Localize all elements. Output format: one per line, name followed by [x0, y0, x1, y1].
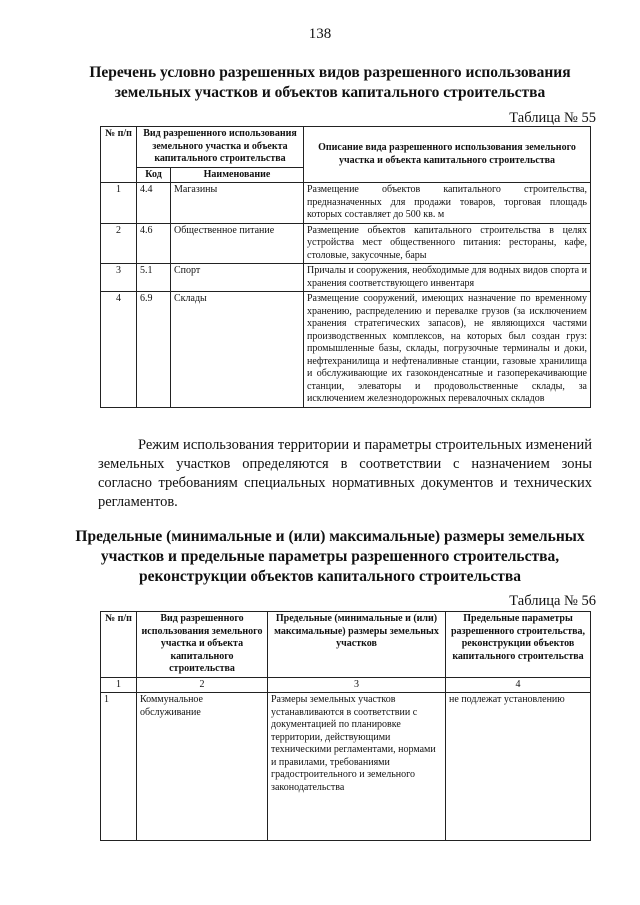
section-1-title: Перечень условно разрешенных видов разрешенного использования земельных участков и объектов капитального строительства	[89, 64, 571, 101]
index-cell: 2	[137, 677, 268, 693]
row-description: Размещение сооружений, имеющих назначение по временному хранению, распределению и перевалке грузов (за исключением хранения стратегических запасов), не являющихся частями производственных комплексов, на которых был создан груз: промышленные базы, склады, погрузочные терминалы и доки, нефтехранилища и нефтеналивные станции, газовые хранилища и обслуживающие их газоконденсатные и газоперекачивающие станции, элеваторы и продовольственные склады, за исключением железнодорожных перевалочных складов	[304, 292, 591, 408]
row-description: Размещение объектов капитального строительства в целях устройства мест общественного питания: рестораны, кафе, столовые, закусочные, бары	[304, 223, 591, 264]
header-code: Код	[137, 167, 171, 183]
table-row	[101, 223, 591, 264]
table-row	[101, 264, 591, 292]
row-sizes: Размеры земельных участков устанавливаются в соответствии с документацией по планировке территории, действующими техническими регламентами, нормами и правилами, требованиями градостроительного и земельного законодательства	[268, 693, 446, 841]
header-type: Вид разрешенного использования земельного участка и объекта капитального строительства	[137, 612, 268, 678]
row-description: Размещение объектов капитального строительства, предназначенных для продажи товаров, торговая площадь которых составляет до 500 кв. м	[304, 183, 591, 224]
index-cell: 3	[268, 677, 446, 693]
header-name: Наименование	[171, 167, 304, 183]
table-row	[101, 693, 591, 841]
row-num: 2	[101, 223, 137, 264]
limit-parameters-table	[100, 611, 591, 841]
permitted-uses-table	[100, 126, 591, 408]
table-row	[101, 292, 591, 408]
index-cell: 4	[446, 677, 591, 693]
table-row	[101, 183, 591, 224]
row-type: Коммунальное обслуживание	[137, 693, 268, 841]
header-type: Вид разрешенного использования земельного участка и объекта капитального строительства	[137, 127, 304, 168]
header-params: Предельные параметры разрешенного строительства, реконструкции объектов капитального строительства	[446, 612, 591, 678]
row-name: Общественное питание	[171, 223, 304, 264]
row-code: 4.6	[137, 223, 171, 264]
row-params: не подлежат установлению	[446, 693, 591, 841]
row-code: 6.9	[137, 292, 171, 408]
table-56-label: Таблица № 56	[509, 593, 596, 609]
header-num: № п/п	[101, 612, 137, 678]
table-55-label: Таблица № 55	[509, 110, 596, 126]
row-code: 5.1	[137, 264, 171, 292]
page-number: 138	[308, 26, 332, 42]
row-num: 1	[101, 693, 137, 841]
header-sizes: Предельные (минимальные и (или) максимальные) размеры земельных участков	[268, 612, 446, 678]
row-num: 1	[101, 183, 137, 224]
row-num: 4	[101, 292, 137, 408]
row-code: 4.4	[137, 183, 171, 224]
row-num: 3	[101, 264, 137, 292]
header-num: № п/п	[101, 127, 137, 183]
row-name: Магазины	[171, 183, 304, 224]
row-name: Склады	[171, 292, 304, 408]
header-description: Описание вида разрешенного использования земельного участка и объекта капитального строительства	[304, 127, 591, 183]
section-2-title: Предельные (минимальные и (или) максимальные) размеры земельных участков и предельные параметры разрешенного строительства, реконструкции объектов капитального строительства	[75, 528, 585, 585]
row-name: Спорт	[171, 264, 304, 292]
row-description: Причалы и сооружения, необходимые для водных видов спорта и хранения соответствующего инвентаря	[304, 264, 591, 292]
regime-paragraph: Режим использования территории и параметры строительных изменений земельных участков определяются в соответствии с назначением зоны согласно требованиям специальных нормативных документов и технических регламентов.	[98, 437, 592, 510]
index-cell: 1	[101, 677, 137, 693]
